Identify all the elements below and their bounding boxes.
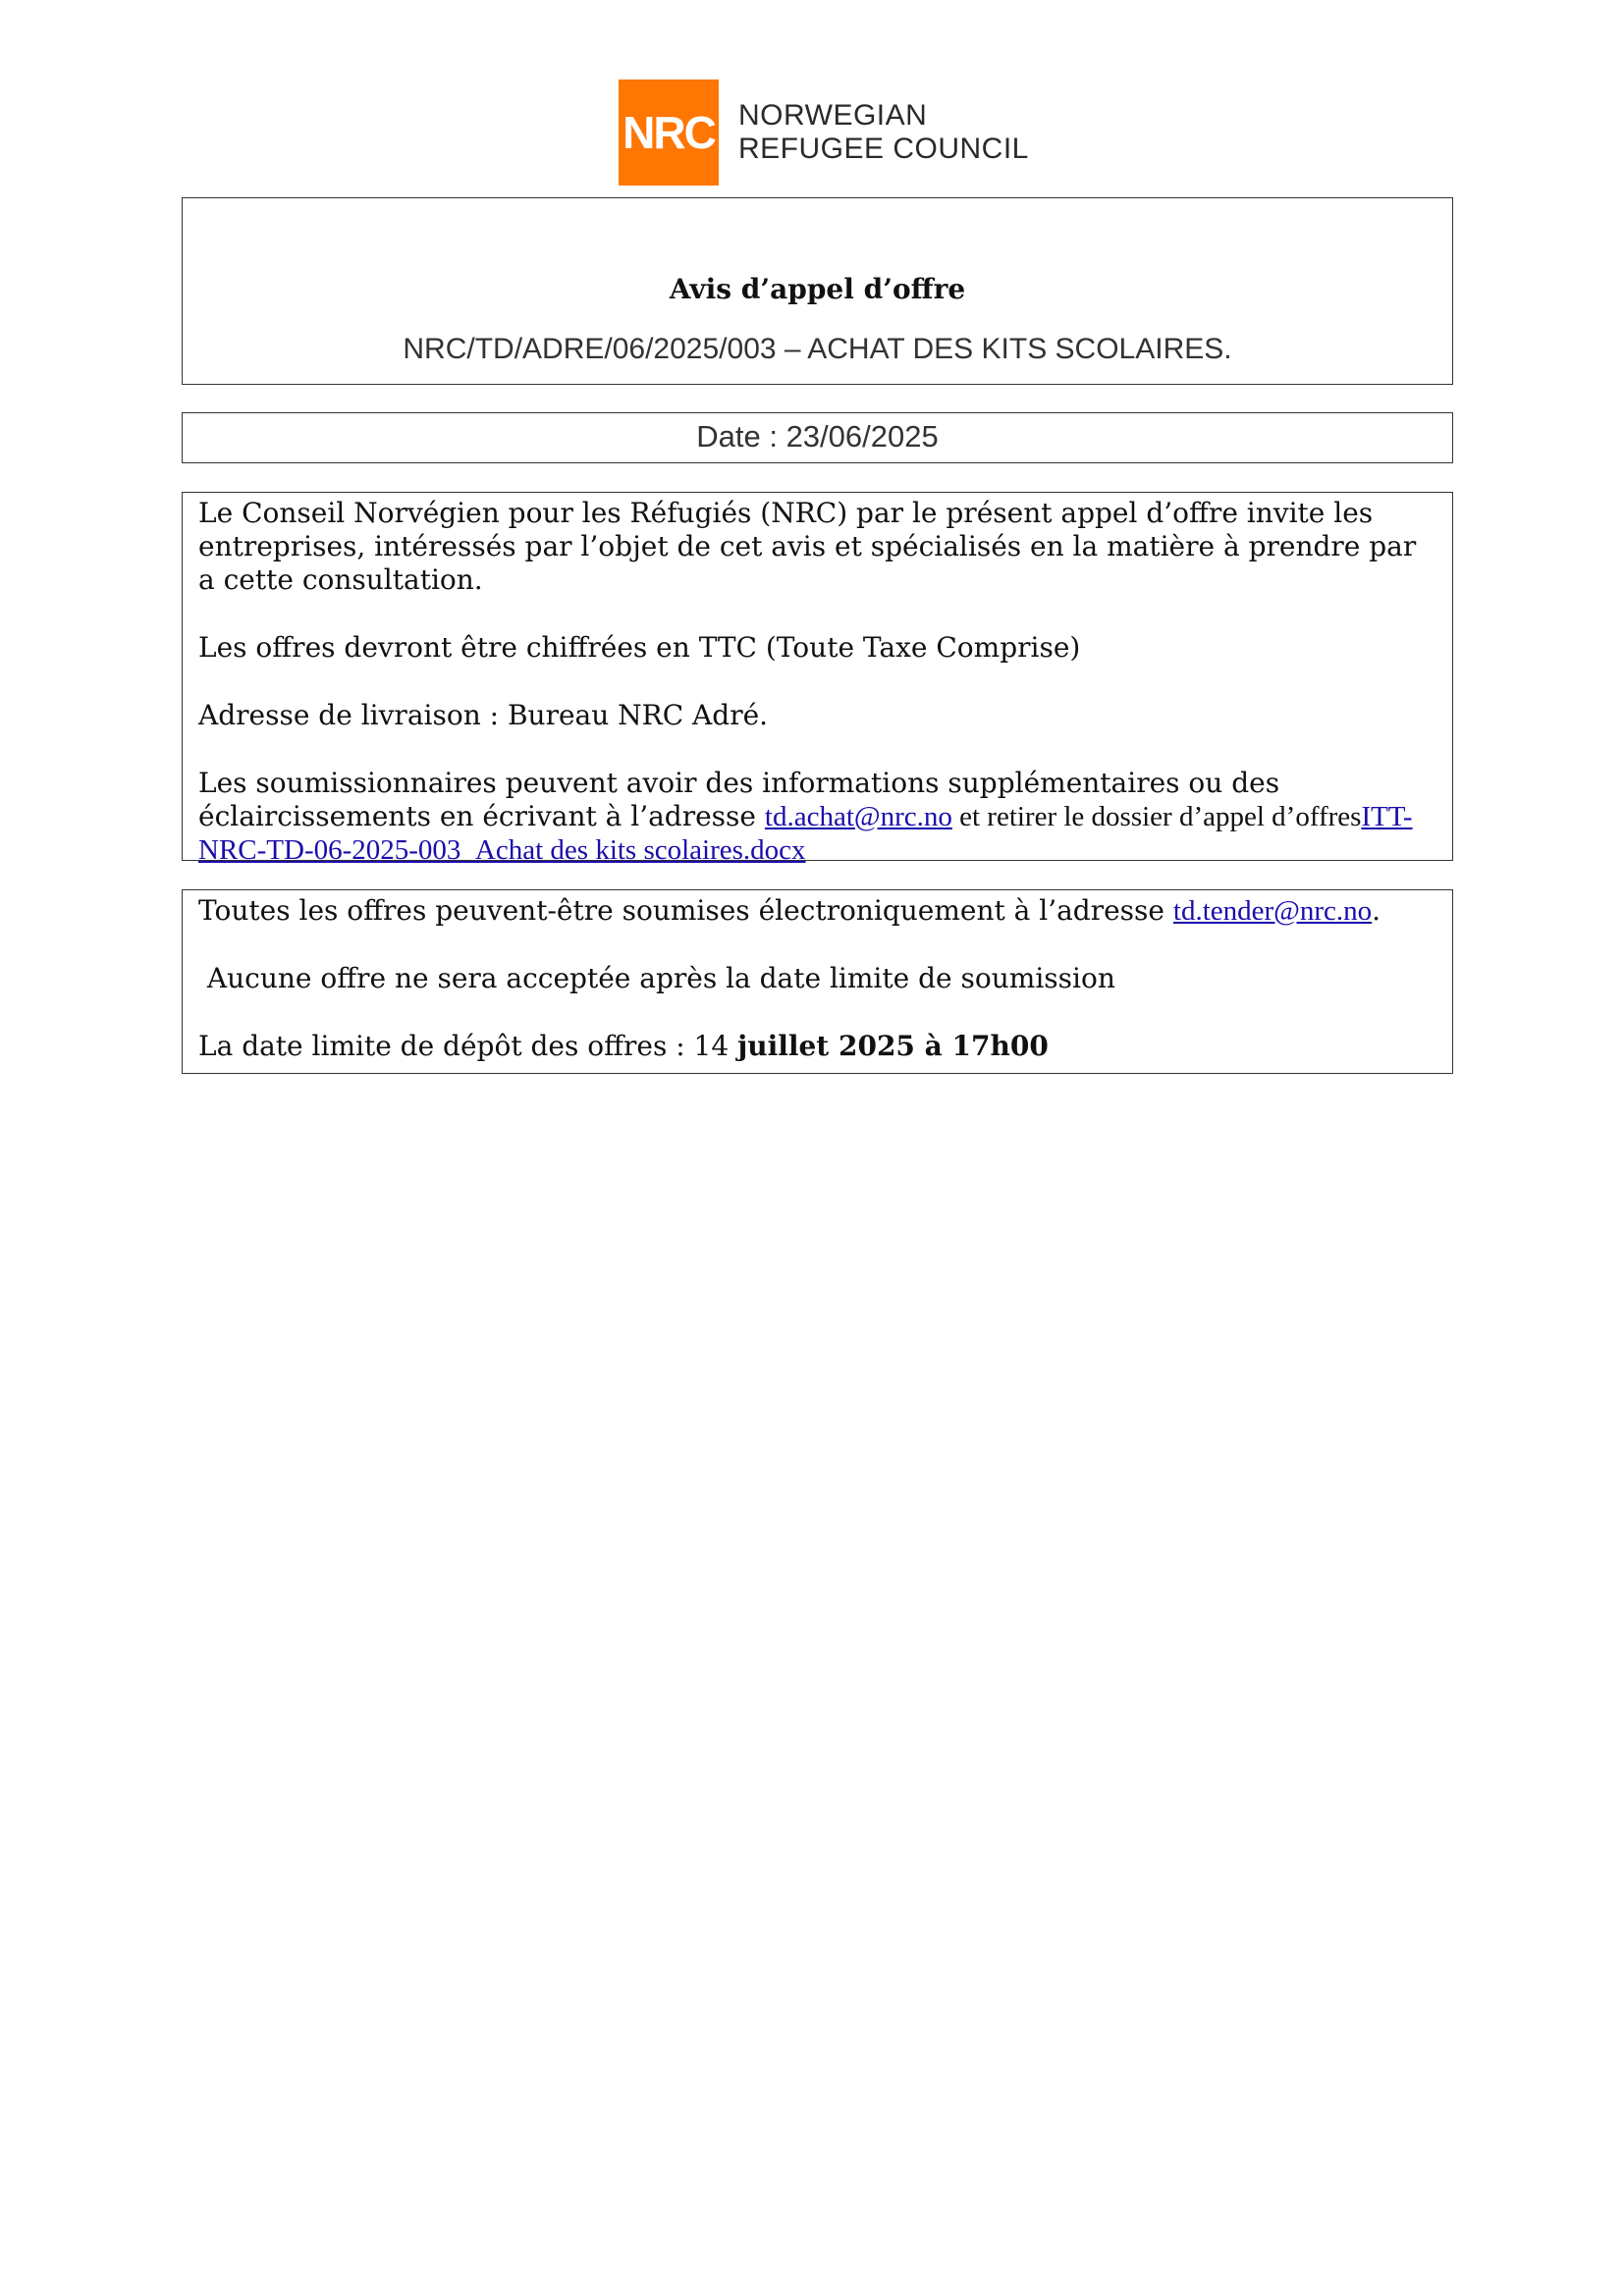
- description-box: [182, 492, 1453, 866]
- date-box: [182, 412, 1453, 463]
- submission-paragraph: [198, 894, 1436, 928]
- document-title: Avis d’appel d’offre: [669, 273, 966, 305]
- nrc-logo-mark: NRC: [619, 80, 719, 186]
- tender-file-link[interactable]: ITT-NRC-TD-06-2025-003_Achat des kits scolaires.docx: [198, 801, 1413, 866]
- tender-email-link[interactable]: td.tender@nrc.no: [1172, 895, 1373, 927]
- late-offer-paragraph: Aucune offre ne sera acceptée après la date limite de soumission: [198, 962, 1115, 994]
- deadline-value: juillet 2025 à 17h00: [737, 1030, 1049, 1062]
- submission-end: .: [1372, 894, 1381, 927]
- contact-text-mid: et retirer le dossier d’appel d’offres: [951, 801, 1362, 832]
- tender-reference: NRC/TD/ADRE/06/2025/003 – ACHAT DES KITS SCOLAIRES.: [403, 333, 1232, 365]
- document-date: Date : 23/06/2025: [696, 419, 939, 454]
- contact-paragraph: [198, 767, 1436, 867]
- nrc-logo-text: [738, 99, 1029, 166]
- logo-line-1: NORWEGIAN: [738, 99, 928, 132]
- deadline-paragraph: [198, 1030, 1436, 1063]
- title-box: [182, 197, 1453, 385]
- pricing-paragraph: Les offres devront être chiffrées en TTC (Toute Taxe Comprise): [198, 631, 1081, 664]
- achat-email-link[interactable]: td.achat@nrc.no: [764, 801, 952, 832]
- nrc-logo: [619, 79, 1029, 187]
- submission-text: Toutes les offres peuvent-être soumises électroniquement à l’adresse: [198, 894, 1173, 927]
- deadline-label: La date limite de dépôt des offres : 14: [198, 1030, 738, 1062]
- submission-box: [182, 889, 1453, 1074]
- invitation-paragraph: Le Conseil Norvégien pour les Réfugiés (NRC) par le présent appel d’offre invite les entreprises, intéressés par l’objet de cet avis et spécialisés en la matière à prendre par a cette consultation.: [198, 497, 1417, 596]
- delivery-address-paragraph: Adresse de livraison : Bureau NRC Adré.: [198, 699, 769, 731]
- contact-text: Les soumissionnaires peuvent avoir des informations supplémentaires ou des éclaircissements en écrivant à l’adresse: [198, 767, 1280, 832]
- logo-line-2: REFUGEE COUNCIL: [738, 133, 1029, 165]
